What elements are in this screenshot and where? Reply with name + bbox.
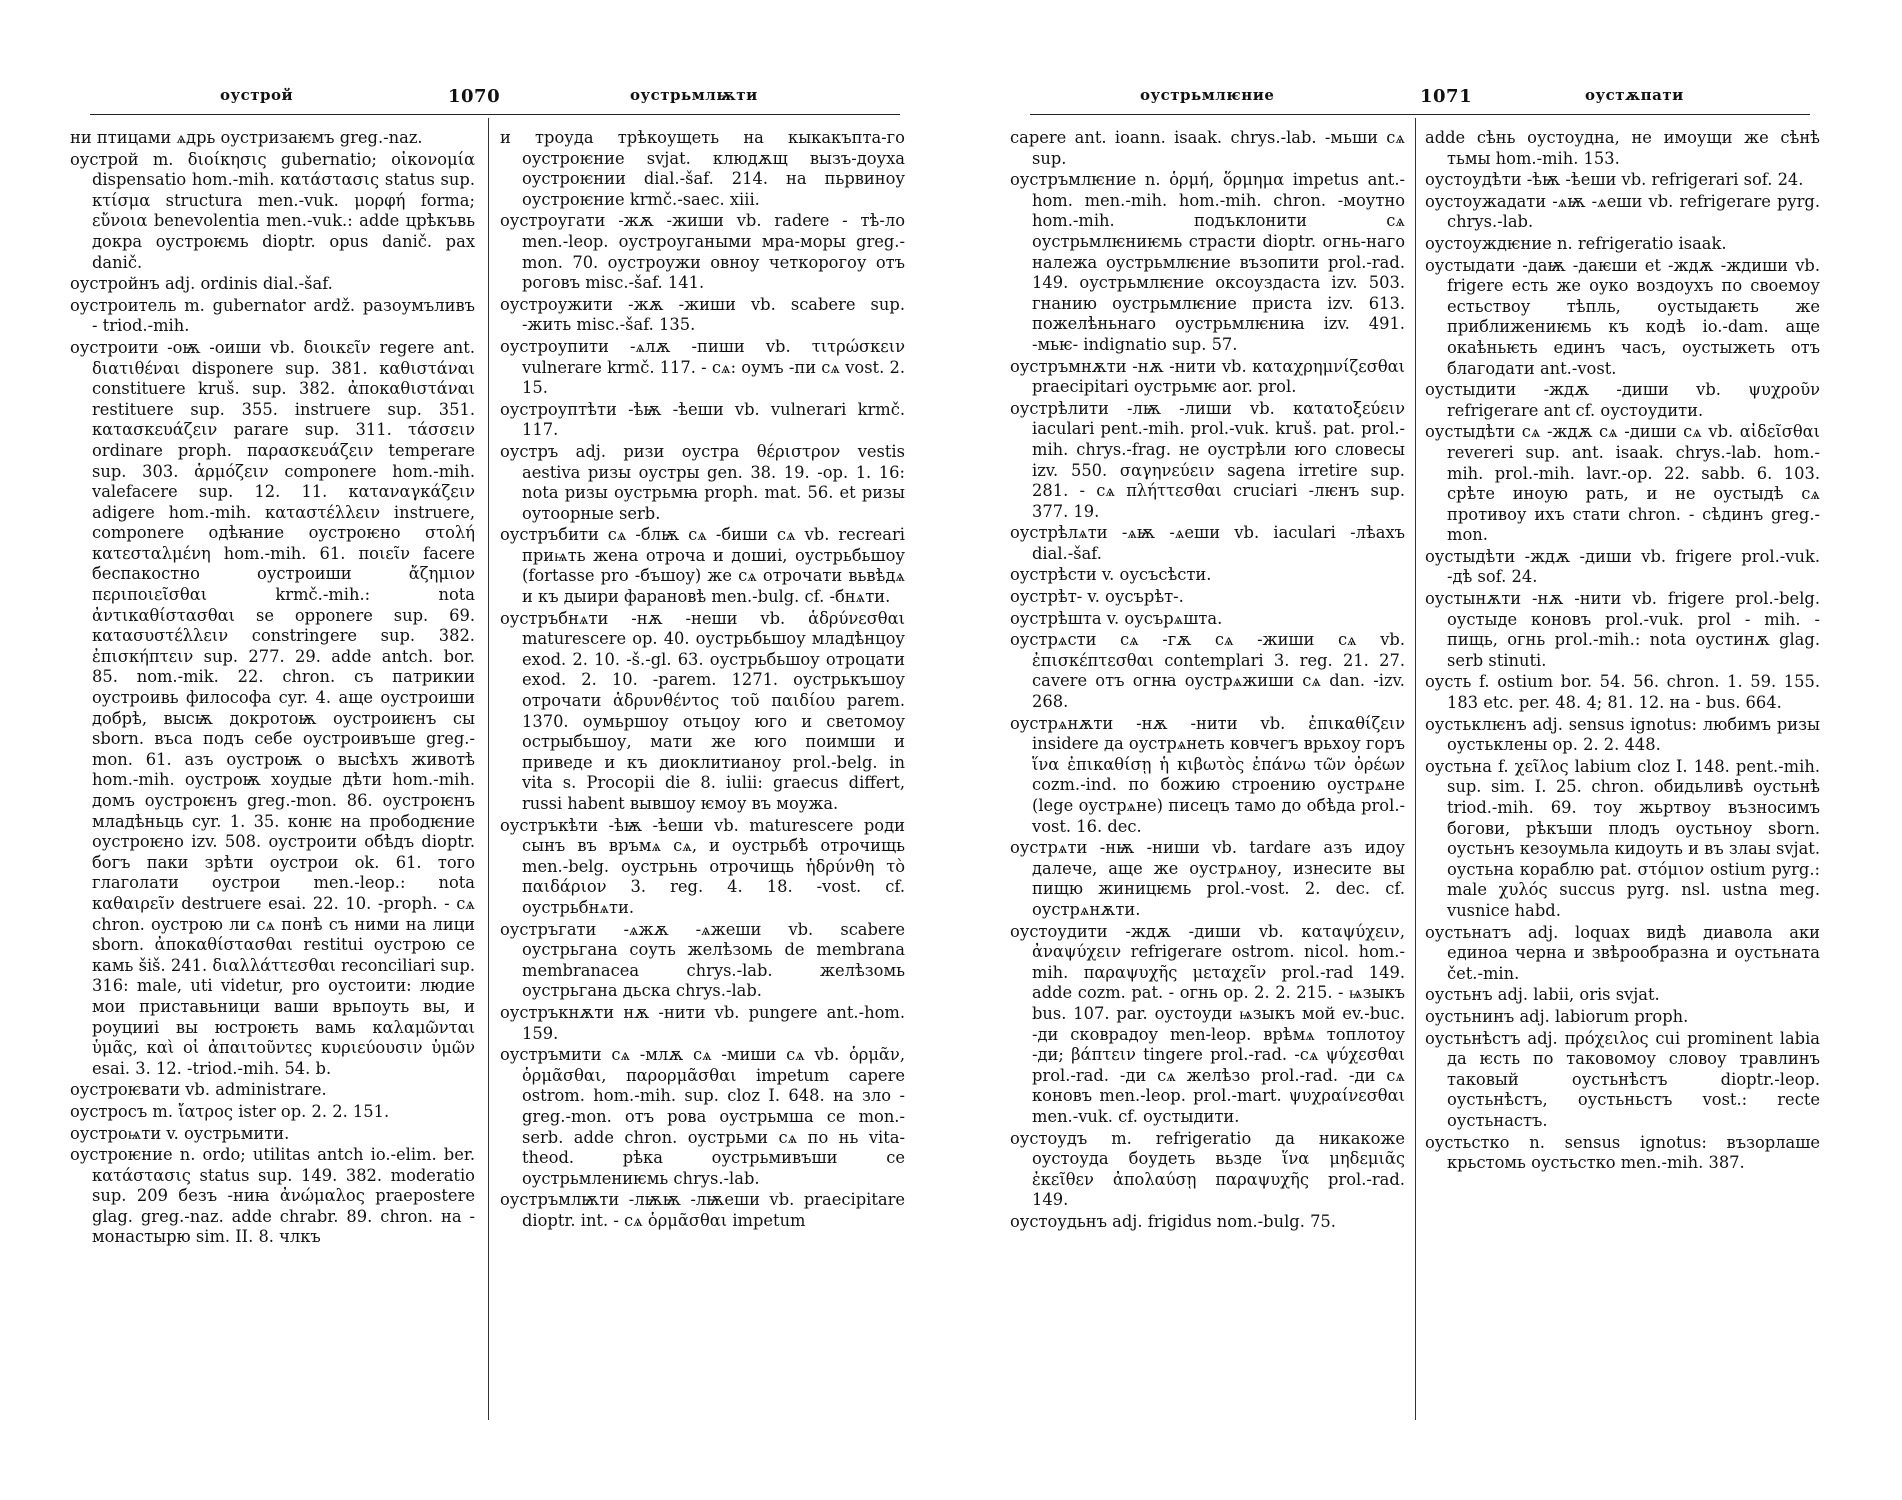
dictionary-entry: оустроѩти v. оустрьмити. <box>70 1123 290 1143</box>
page-number: 1070 <box>448 86 501 107</box>
book-gutter <box>940 0 980 1500</box>
page-header <box>1010 86 1820 112</box>
dictionary-entry: оустрѣшта v. оусърѧшта. <box>1010 608 1223 628</box>
page-number: 1071 <box>1420 86 1473 107</box>
dictionary-entry: и троуда трѣкоущеть на кыкакъпта-го оустроѥние svjat. клюдѫщ вызъ-доуха оустроѥнии dial.-šaf. 214. на пьрвиноу оустроѥние krmč.-saec. xiii. <box>500 128 905 209</box>
dictionary-entry: оустыдати -даѭ -даѥши et -ждѫ -ждиши vb. frigere есть же оуко воздоухъ по своемоу естьствоу тѣпль, оустыдаѥть же приближениѥмь къ кодѣ io.-dam. аще окаѣньѥть единъ часъ, оустыжеть отъ благодати ant.-vost. <box>1425 255 1820 378</box>
dictionary-entry: оустройнъ adj. ordinis dial.-šaf. <box>70 274 333 294</box>
dictionary-entry: оустьнатъ adj. loquax видѣ диавола аки единоа черна и звѣрообразна и оустьната čet.-min. <box>1425 922 1820 983</box>
dictionary-entry: оустръбити сѧ -блѭ сѧ -биши сѧ vb. recreari приѩть жена отроча и дошиi, оустрьбьшоу (fortasse pro -бъшоу) же сѧ отрочати вьвѣдѧ и къ дыири фарановѣ men.-bulg. cf. -бнѧти. <box>500 525 905 607</box>
dictionary-entry: оустыдѣти сѧ -ждѫ сѧ -диши сѧ vb. αἰδεῖσθαι revereri sup. ant. isaak. chrys.-lab. hom.-mih. prol.-mih. lavr.-op. 22. sabb. 6. 103. срѣте иноую рать, и не оустыдѣ сѧ противоу ихъ стати chron. - сѣдинъ greg.-mon. <box>1425 422 1820 545</box>
text-column-2 <box>1425 128 1820 1420</box>
dictionary-entry: оустьнѣстъ adj. πρόχειλος cui prominent labia да ѥсть по таковомоу словоу травлинъ таковый оустьнѣстъ dioptr.-leop. оустьнѣстъ, оустьньстъ vost.: recte оустьнастъ. <box>1425 1028 1820 1130</box>
text-column-1 <box>1010 128 1405 1420</box>
dictionary-entry: оустрѧсти сѧ -гѫ сѧ -жиши сѧ vb. ἐπισκέπτεσθαι contemplari 3. reg. 21. 27. cavere отъ огнꙗ оустрѧжиши сѧ dan. -izv. 268. <box>1010 630 1405 712</box>
running-head-left: оустрой <box>220 86 294 104</box>
dictionary-entry: оустръкнѫти нѫ -нити vb. pungere ant.-hom. 159. <box>500 1002 905 1043</box>
header-rule <box>90 114 900 115</box>
dictionary-entry: оустроитель m. gubernator ardž. разоумъливъ - triod.-mih. <box>70 295 475 336</box>
dictionary-entry: оустросъ m. ἴατρος ister op. 2. 2. 151. <box>70 1101 390 1121</box>
dictionary-entry: оустръмлѥние n. ὁρμή, ὅρμημα impetus ant.-hom. men.-mih. hom.-mih. chron. -моутно hom.-mih. подъклонити сѧ оустрьмлѥниѥмь страсти dioptr. огнь-наго належа оустрьмлѥние възопити prol.-rad. 149. оустрьмлѥние оксоуздаста izv. 503. гнанию оустрьмлѥние приста izv. 613. пожелѣньнаго оустрьмлѥниꙗ izv. 491. -мьѥ- indignatio sup. 57. <box>1010 170 1405 354</box>
dictionary-entry: capere ant. ioann. isaak. chrys.-lab. -мьши сѧ sup. <box>1010 128 1405 168</box>
dictionary-entry: оустроѥние n. ordo; utilitas antch io.-elim. ber. κατάστασις status sup. 149. 382. moderatio sup. 209 безъ -ниꙗ ἀνώμαλος praepostere glag. greg.-naz. adde chrabr. 89. chron. на - монастырю sim. II. 8. члкъ <box>70 1145 475 1247</box>
dictionary-entry: оустоужадати -ѧѭ -ѧеши vb. refrigerare pyrg. chrys.-lab. <box>1425 191 1820 232</box>
right-page <box>1010 0 1820 1500</box>
dictionary-entry: оустынѫти -нѫ -нити vb. frigere prol.-belg. оустыде коновъ prol.-vuk. prol - mih. - пищь, огнь prol.-mih.: nota оустинѫ glag. serb stinuti. <box>1425 589 1820 670</box>
dictionary-entry: оустръмити сѧ -млѫ сѧ -миши сѧ vb. ὁρμᾶν, ὁρμᾶσθαι, παρορμᾶσθαι impetum capere ostrom. hom.-mih. sup. cloz I. 648. на зло - greg.-mon. отъ рова оустрьмша се mon.-serb. adde chron. оустрьми сѧ по нь vita-theod. рѣка оустрьмивъши се оустрьмлениѥмь chrys.-lab. <box>500 1045 905 1188</box>
dictionary-entry: оустръмлѭти -лѭѭ -лѭеши vb. praecipitare dioptr. int. - сѧ ὁρμᾶσθαι impetum <box>500 1190 905 1230</box>
dictionary-entry: оустрѧнѫти -нѫ -нити vb. ἐπικαθίζειν insidere да оустрѧнеть ковчегъ врьхоу горъ ἵνα ἐπικαθίσῃ ἡ κιβωτὸς ἐπάνω τῶν ὀρέων cozm.-ind. по божию строению оустрѧне (lege оустрѧне) писецъ тамо до обѣда prol.-vost. 16. dec. <box>1010 713 1405 836</box>
dictionary-entry: оустрѣт- v. оусърѣт-. <box>1010 587 1184 607</box>
dictionary-entry: оустроити -оѭ -оиши vb. διοικεῖν regere ant. διατιθέναι disponere sup. 381. καθιστάναι constituere kruš. sup. 382. ἀποκαθιστάναι restituere sup. 355. instruere sup. 351. κατασκευάζειν parare sup. 311. τάσσειν ordinare proph. παρασκευάζειν temperare sup. 303. ἁρμόζειν componere hom.-mih. valefacere sup. 12. 11. καταναγκάζειν adigere hom.-mih. καταστέλλειν instruere, componere одѣꙗние оустроѥно στολή κατεσταλμένη hom.-mih. 61. ποιεῖν facere беспакостно оустроиши ἄζημιον περιποιεῖσθαι krmč.-mih.: nota ἀντικαθίστασθαι se opponere sup. 69. κατασυστέλλειν constringere sup. 382. ἐπισκήπτειν sup. 277. 29. adde antch. bor. 85. nom.-mik. 22. chron. съ патрикии оустроивь философа cyr. 4. аще оустроиши добрѣ, высѭ докротоѭ оустроиѥнъ сы sborn. въса подъ себе оустроивъше greg.-mon. 61. азъ оустроѭ о высѣхъ животѣ hom.-mih. оустроѭ хоудые дѣти hom.-mih. домъ оустроѥнъ greg.-mon. 86. оустроѥнъ младѣньць cyr. 1. 35. конѥ на прободѥние оустроѥно izv. 508. оустроити обѣдъ dioptr. богъ паки зрѣти оустрои ok. 61. того глаголати оустрои men.-leop.: nota καθαιρεῖν destruere esai. 22. 10. -proph. - сѧ chron. оустрою ли сѧ понѣ съ ними на лици sborn. ἀποκαθίστασθαι restitui оустрою се камь šiš. 241. διαλλάττεσθαι reconciliari sup. 316: male, uti videtur, pro оустоити: людие мои приставьници ваши врьпоуть вы, и роуцииi вы юстроѥть вамь καλαμῶνται ὑμᾶς, καὶ οἱ ἀπαιτοῦντες κυριεύουσιν ὑμῶν esai. 3. 12. -triod.-mih. 54. b. <box>70 337 475 1078</box>
dictionary-entry: оустрѣлити -лѭ -лиши vb. κατατοξεύειν iaculari pent.-mih. prol.-vuk. kruš. pat. prol.-mih. chrys.-frag. не оустрѣли юго словесы izv. 550. σαγηνεύειν sagena irretire sup. 281. - сѧ πλήττεσθαι cruciari -лѥнъ sup. 377. 19. <box>1010 398 1405 521</box>
dictionary-entry: оустроѥвати vb. administrare. <box>70 1080 327 1100</box>
dictionary-entry: оустоудити -ждѫ -диши vb. καταψύχειν, ἀναψύχειν refrigerare ostrom. nicol. hom.-mih. παραψυχῆς μεταχεῖν prol.-rad 149. adde cozm. pat. - огнь op. 2. 2. 215. - ѩзыкъ bus. 107. par. оустоуди ѩзыкъ мой ev.-buc. -ди сковрадоу men-leop. врѣмѧ топлотоу -ди; βάπτειν tingere prol.-rad. -сѧ ψύχεσθαι prol.-rad. -ди сѧ желѣзо prol.-rad. -ди сѧ коновъ men.-leop. prol.-mart. ψυχραίνεσθαι men.-vuk. cf. оустыдити. <box>1010 921 1405 1126</box>
dictionary-entry: adde сѣнь оустоудна, не имоущи же сѣнѣ тьмы hom.-mih. 153. <box>1425 128 1820 168</box>
dictionary-entry: оустьстко n. sensus ignotus: възорлаше крьстомь оустьстко men.-mih. 387. <box>1425 1132 1820 1173</box>
dictionary-entry: оустоудѣти -ѣѭ -ѣеши vb. refrigerari sof. 24. <box>1425 170 1804 190</box>
dictionary-entry: оустьнъ adj. labii, oris svjat. <box>1425 985 1660 1005</box>
dictionary-entry: оустоудъ m. refrigeratio да никакоже оустоуда боудеть вьзде ἵνα μηδεμιᾶς ἐκεῖθεν ἀπολαύσῃ παραψυχῆς prol.-rad. 149. <box>1010 1128 1405 1210</box>
dictionary-entry: оустыдѣти -ждѫ -диши vb. frigere prol.-vuk. -дѣ sof. 24. <box>1425 546 1820 587</box>
dictionary-entry: оустрѣлѧти -ѧѭ -ѧеши vb. iaculari -лѣахъ dial.-šaf. <box>1010 523 1405 563</box>
header-rule <box>1030 114 1810 115</box>
dictionary-entry: оустръгати -ѧжѫ -ѧжеши vb. scabere оустрьгана соуть желѣзомь de membrana membranacea chrys.-lab. желѣзомь оустрьгана дьска chrys.-lab. <box>500 919 905 1001</box>
dictionary-entry: оустроужити -жѫ -жиши vb. scabere sup. -жить misc.-šaf. 135. <box>500 294 905 335</box>
dictionary-entry: оустрой m. διοίκησις gubernatio; οἰκονομία dispensatio hom.-mih. κατάστασις status sup. κτίσμα structura men.-vuk. μορφή forma; εὔνοια benevolentia men.-vuk.: adde црѣкъвь докра оустроѥмь dioptr. opus danič. pax danič. <box>70 149 475 272</box>
dictionary-entry: оустръбнѧти -нѫ -неши vb. ἁδρύνεσθαι maturescere op. 40. оустрьбьшоу младѣнцоу exod. 2. 10. -š.-gl. 63. оустрьбьшоу отроцати exod. 2. 10. -parem. 1271. оустрькъшоу отрочати ἁδρυνθέντος τοῦ παιδίου parem. 1370. оумьршоу отьцоу юго и светомоу острыбьшоу, мати же юго поимши и приведе и къ диоклитианоу prol.-belg. in vita s. Procopii die 8. iulii: graecus differt, russi habent вывшоу ѥмоу въ моужа. <box>500 608 905 813</box>
running-head-right: оустрьмлѭти <box>630 86 758 104</box>
page-header <box>70 86 910 112</box>
dictionary-entry: оустроугати -жѫ -жиши vb. radere - тѣ-ло men.-leop. оустроугаными мра-моры greg.-mon. 70. оустроужи овноу четкорогоу отъ роговъ misc.-šaf. 141. <box>500 211 905 293</box>
dictionary-entry: оустьна f. χεῖλος labium cloz I. 148. pent.-mih. sup. sim. I. 25. chron. обидьливѣ оустьнѣ triod.-mih. 69. тоу жьртвоу възносимъ богови, рѣкъши плодъ оустьноу sborn. оустьнъ кезоумьла кидоуть и въ злаы svjat. оустьна кораблю pat. στόμιον ostium pyrg.: male χυλός succus pyrg. nsl. ustna meg. vusnice habd. <box>1425 756 1820 920</box>
left-page <box>70 0 910 1500</box>
dictionary-entry: оустръ adj. ризи оустра θέριστρον vestis aestiva ризы оустры gen. 38. 19. -op. 1. 16: nota ризы оустрьмꙗ proph. mat. 56. et ризы оутоорные serb. <box>500 441 905 523</box>
dictionary-entry: оустръкѣти -ѣѭ -ѣеши vb. maturescere роди сынъ въ връмѧ сѧ, и оустрьбѣ отрочищь men.-belg. оустрьнь отрочищь ἡδρύνθη τὸ παιδάριον 3. reg. 4. 18. -vost. cf. оустрьбнѧти. <box>500 815 905 917</box>
dictionary-entry: оустроуптѣти -ѣѭ -ѣеши vb. vulnerari krmč. 117. <box>500 399 905 440</box>
text-column-2 <box>500 128 905 1420</box>
dictionary-entry: оусть f. ostium bor. 54. 56. chron. 1. 59. 155. 183 etc. per. 48. 4; 81. 12. на - bus. 664. <box>1425 672 1820 713</box>
dictionary-entry: оустоуждѥние n. refrigeratio isaak. <box>1425 233 1727 253</box>
text-column-1 <box>70 128 475 1420</box>
dictionary-entry: оустръмнѫти -нѫ -нити vb. καταχρημνίζεσθαι praecipitari оустрьмѥ aor. prol. <box>1010 356 1405 397</box>
dictionary-entry: оустыдити -ждѫ -диши vb. ψυχροῦν refrigerare ant cf. оустоудити. <box>1425 380 1820 420</box>
dictionary-entry: оустоудьнъ adj. frigidus nom.-bulg. 75. <box>1010 1211 1336 1231</box>
dictionary-entry: ни птицами ѧдрь оустризаѥмъ greg.-naz. <box>70 128 423 147</box>
dictionary-entry: оустрѣсти v. оусъсѣсти. <box>1010 565 1212 585</box>
column-divider <box>1415 118 1416 1420</box>
column-divider <box>488 118 489 1420</box>
dictionary-entry: оустьнинъ adj. labiorum proph. <box>1425 1006 1689 1026</box>
dictionary-entry: оустроупити -ѧлѫ -пиши vb. τιτρώσκειν vulnerare krmč. 117. - сѧ: оумъ -пи сѧ vost. 2. 15. <box>500 336 905 398</box>
running-head-left: оустрьмлѥние <box>1140 86 1275 104</box>
dictionary-entry: оустрѧти -нѭ -ниши vb. tardare азъ идоу далече, аще же оустрѧноу, изнесите вы пищю жиницѥмь prol.-vost. 2. dec. cf. оустрѧнѫти. <box>1010 838 1405 919</box>
dictionary-entry: оустьклѥнъ adj. sensus ignotus: любимъ ризы оустьклены op. 2. 2. 448. <box>1425 714 1820 755</box>
running-head-right: оустѫпати <box>1585 86 1684 104</box>
